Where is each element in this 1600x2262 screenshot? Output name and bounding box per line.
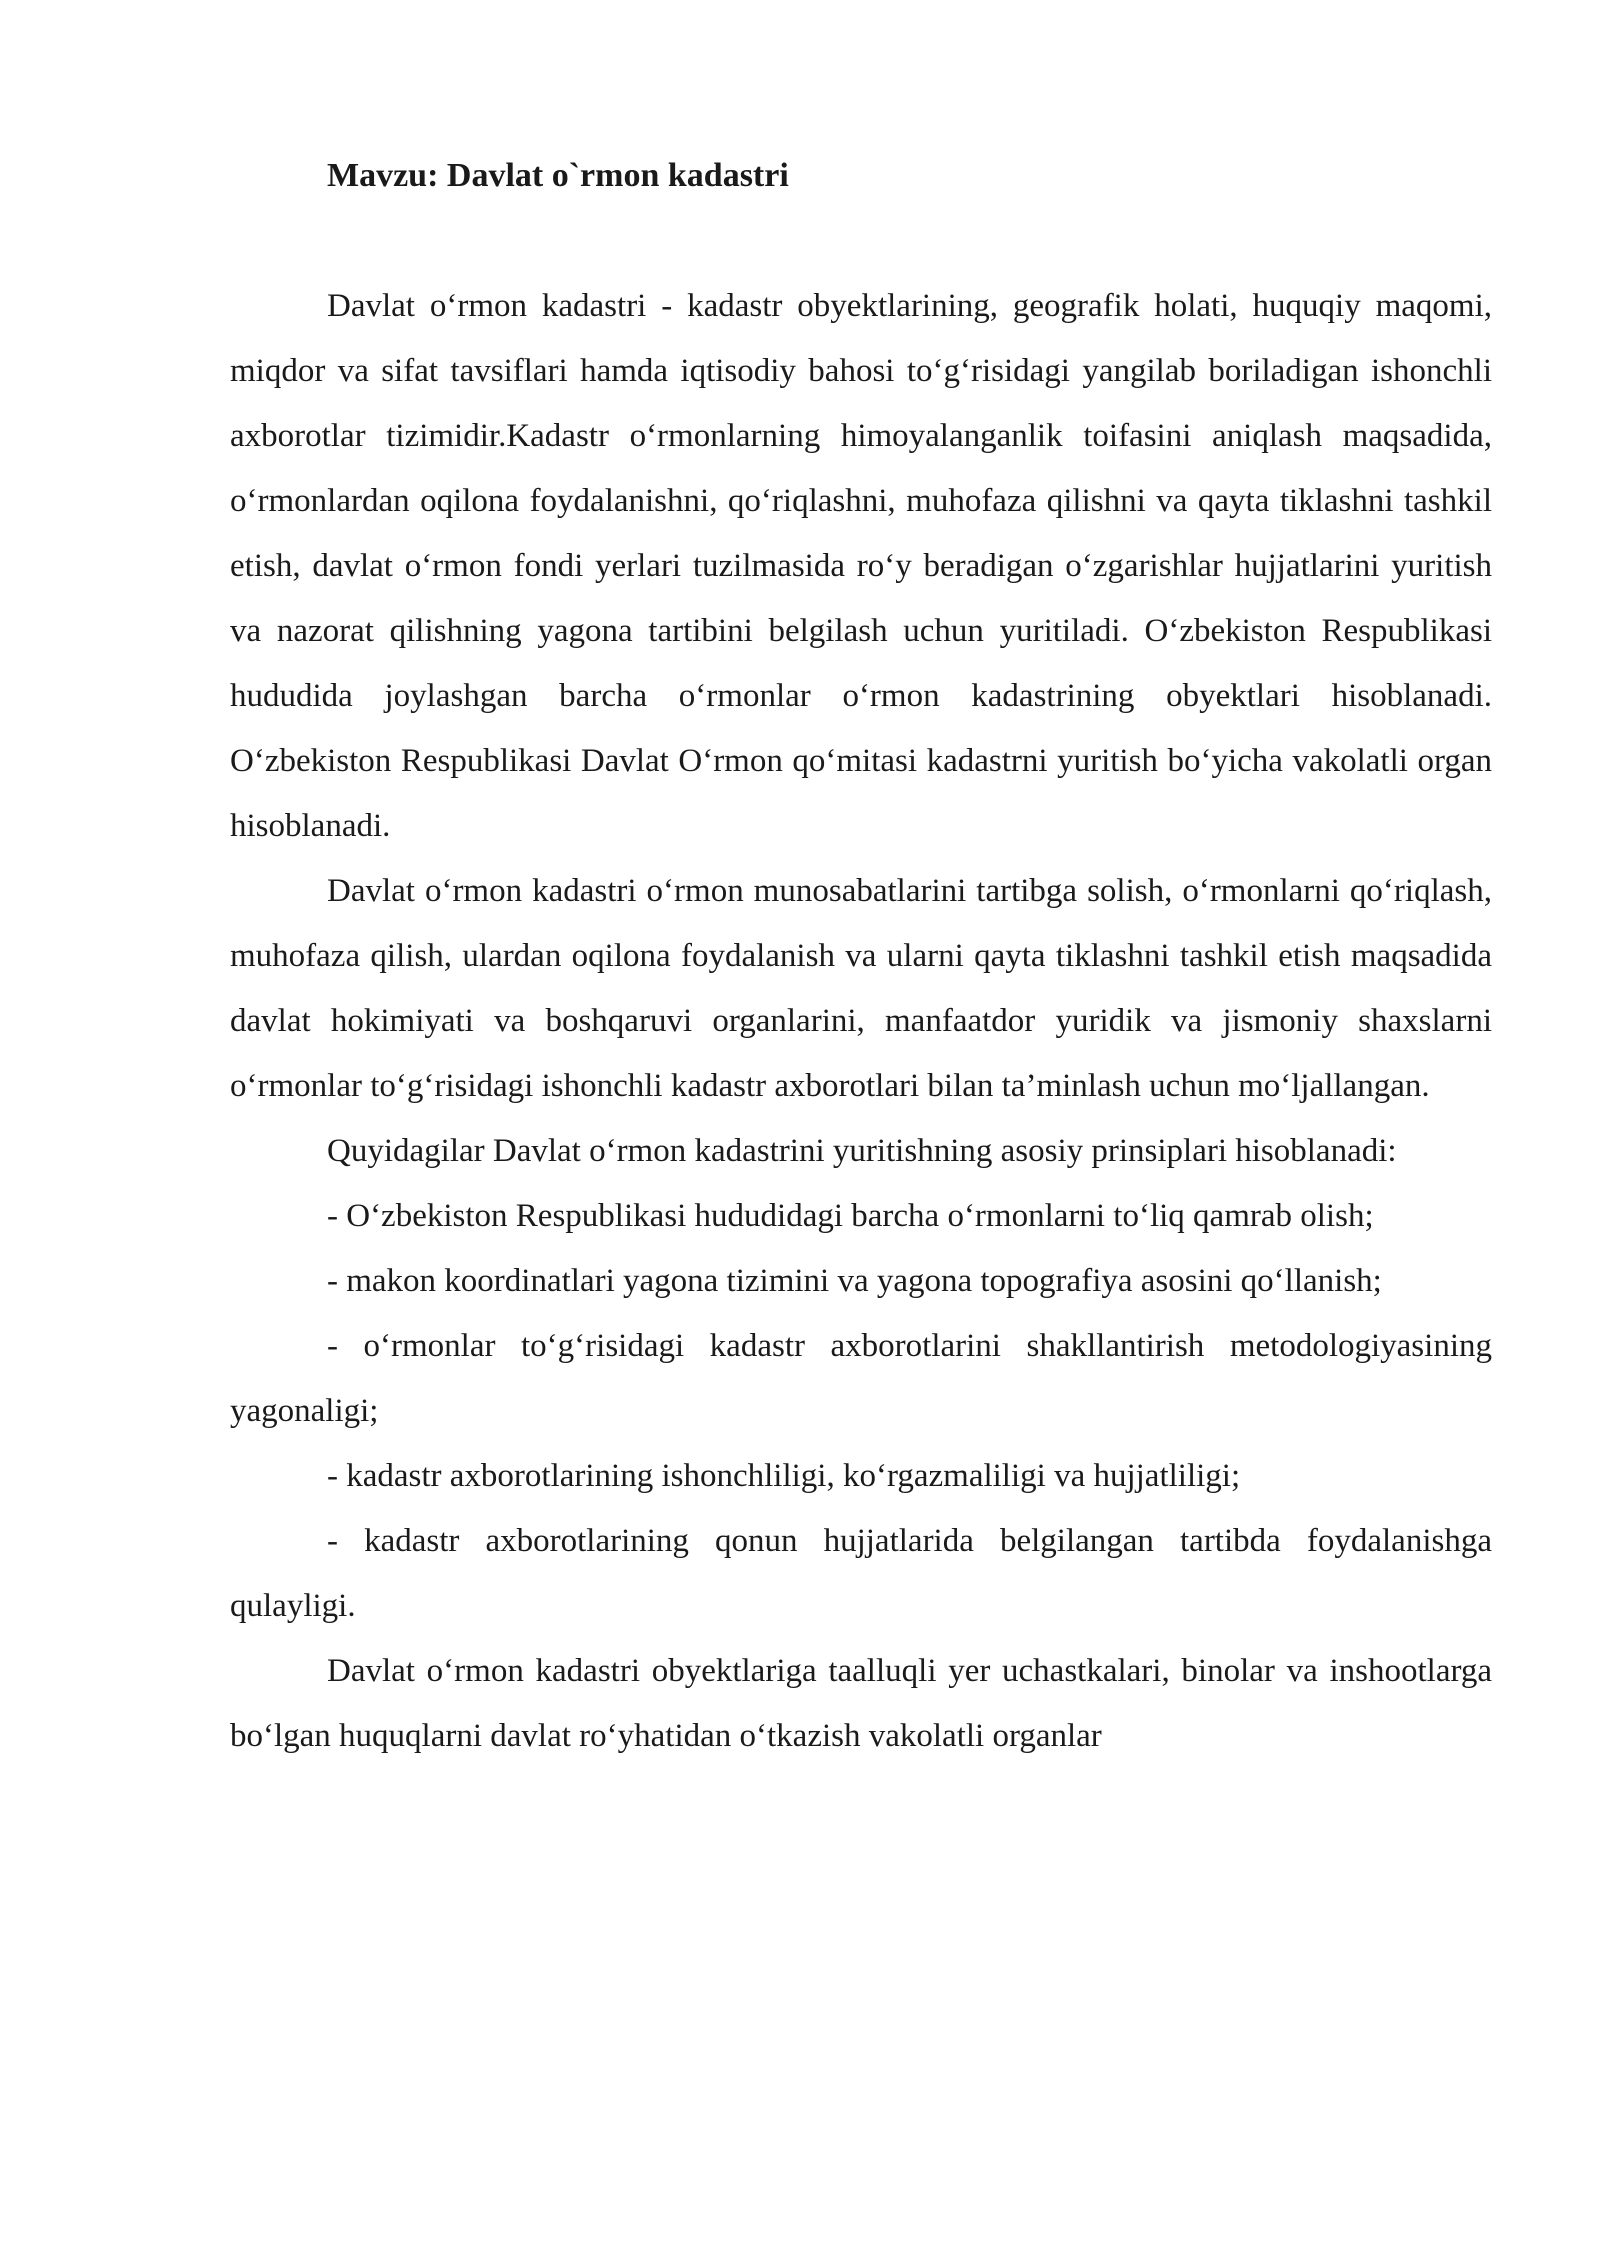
paragraph-registration: Davlat o‘rmon kadastri obyektlariga taalluqli yer uchastkalari, binolar va inshootlarga bo‘lgan huquqlarni davlat ro‘yhatidan o‘tkazish vakolatli organlar: [230, 1653, 1492, 1754]
list-item-principle: - o‘rmonlar to‘g‘risidagi kadastr axborotlarini shakllantirish metodologiyasining yagonaligi;: [230, 1328, 1492, 1429]
paragraph-purpose: Davlat o‘rmon kadastri o‘rmon munosabatlarini tartibga solish, o‘rmonlarni qo‘riqlash, muhofaza qilish, ulardan oqilona foydalanish va ularni qayta tiklashni tashkil etish maqsadida davlat hokimiyati va boshqaruvi organlarini, manfaatdor yuridik va jismoniy shaxslarni o‘rmonlar to‘g‘risidagi ishonchli kadastr axborotlari bilan ta’minlash uchun mo‘ljallangan.: [230, 873, 1492, 1104]
list-item-principle: - makon koordinatlari yagona tizimini va yagona topografiya asosini qo‘llanish;: [327, 1263, 1382, 1299]
document-title: Mavzu: Davlat o`rmon kadastri: [327, 157, 789, 194]
paragraph-definition: Davlat o‘rmon kadastri - kadastr obyektlarining, geografik holati, huquqiy maqomi, miqdor va sifat tavsiflari hamda iqtisodiy bahosi to‘g‘risidagi yangilab boriladigan ishonchli axborotlar tizimidir.Kadastr o‘rmonlarning himoyalanganlik toifasini aniqlash maqsadida, o‘rmonlardan oqilona foydalanishni, qo‘riqlashni, muhofaza qilishni va qayta tiklashni tashkil etish, davlat o‘rmon fondi yerlari tuzilmasida ro‘y beradigan o‘zgarishlar hujjatlarini yuritish va nazorat qilishning yagona tartibini belgilash uchun yuritiladi. O‘zbekiston Respublikasi hududida joylashgan barcha o‘rmonlar o‘rmon kadastrining obyektlari hisoblanadi. O‘zbekiston Respublikasi Davlat O‘rmon qo‘mitasi kadastrni yuritish bo‘yicha vakolatli organ hisoblanadi.: [230, 288, 1492, 844]
list-item-principle: - kadastr axborotlarining qonun hujjatlarida belgilangan tartibda foydalanishga qulayligi.: [230, 1523, 1492, 1624]
document-body: [230, 274, 1492, 1769]
list-item-principle: - kadastr axborotlarining ishonchliligi, ko‘rgazmaliligi va hujjatliligi;: [327, 1458, 1241, 1494]
paragraph-principles-intro: Quyidagilar Davlat o‘rmon kadastrini yuritishning asosiy prinsiplari hisoblanadi:: [327, 1133, 1397, 1169]
list-item-principle: - O‘zbekiston Respublikasi hududidagi barcha o‘rmonlarni to‘liq qamrab olish;: [327, 1198, 1374, 1234]
